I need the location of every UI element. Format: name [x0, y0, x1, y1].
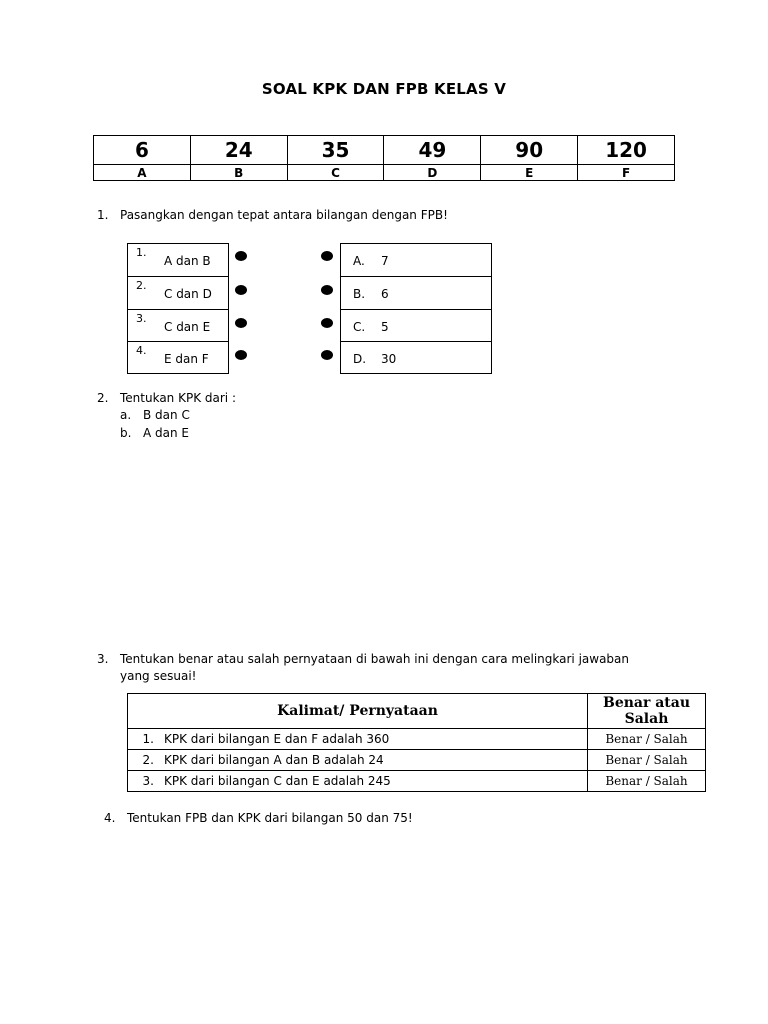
match-right-item — [341, 277, 491, 310]
question-4-number: 4. — [104, 811, 116, 825]
match-right-letter: A. — [353, 254, 365, 268]
question-4-text: Tentukan FPB dan KPK dari bilangan 50 dan 75! — [127, 811, 413, 825]
answer-choice[interactable]: Benar / Salah — [588, 729, 706, 750]
statement-text: KPK dari bilangan C dan E adalah 245 — [164, 774, 391, 788]
question-2-number: 2. — [97, 391, 109, 405]
answer-header — [588, 694, 706, 729]
letter-cell: B — [190, 165, 287, 181]
question-2-item-letter: b. — [120, 426, 132, 440]
statement-number: 2. — [142, 753, 154, 767]
match-right-value: 30 — [381, 352, 397, 366]
match-left-item — [128, 244, 228, 277]
question-1-number: 1. — [97, 208, 109, 222]
statement-number: 3. — [142, 774, 154, 788]
match-dot-right[interactable] — [321, 285, 333, 295]
match-left-label: E dan F — [164, 352, 209, 366]
match-left-box — [127, 243, 229, 374]
statement-cell — [128, 750, 588, 771]
match-left-item — [128, 342, 228, 373]
answer-header-line1: Benar atau — [602, 695, 691, 711]
match-left-number: 2. — [136, 279, 147, 292]
match-left-label: C dan D — [164, 287, 212, 301]
answer-choice[interactable]: Benar / Salah — [588, 771, 706, 792]
question-2-item-letter: a. — [120, 408, 132, 422]
match-left-item — [128, 277, 228, 310]
match-dot-right[interactable] — [321, 318, 333, 328]
number-cell: 24 — [190, 136, 287, 165]
match-dot-left[interactable] — [235, 350, 247, 360]
match-right-letter: B. — [353, 287, 366, 301]
match-left-label: A dan B — [164, 254, 211, 268]
question-2-text: Tentukan KPK dari : — [120, 391, 236, 405]
match-right-value: 6 — [381, 287, 389, 301]
number-table — [93, 135, 675, 181]
statement-cell — [128, 729, 588, 750]
question-2-item-text: A dan E — [143, 426, 189, 440]
match-right-value: 7 — [381, 254, 389, 268]
letter-cell: F — [578, 165, 675, 181]
answer-choice[interactable]: Benar / Salah — [588, 750, 706, 771]
letter-cell: A — [94, 165, 191, 181]
letter-cell: C — [287, 165, 384, 181]
match-left-number: 1. — [136, 246, 147, 259]
statement-header: Kalimat/ Pernyataan — [128, 694, 588, 729]
statement-cell — [128, 771, 588, 792]
letter-cell: D — [384, 165, 481, 181]
match-dot-right[interactable] — [321, 350, 333, 360]
match-left-number: 4. — [136, 344, 147, 357]
match-right-item — [341, 342, 491, 373]
number-cell: 90 — [481, 136, 578, 165]
match-left-label: C dan E — [164, 320, 211, 334]
table-row — [128, 750, 706, 771]
table-row — [128, 729, 706, 750]
number-cell: 49 — [384, 136, 481, 165]
statement-text: KPK dari bilangan A dan B adalah 24 — [164, 753, 384, 767]
question-2-item-text: B dan C — [143, 408, 190, 422]
match-left-number: 3. — [136, 312, 147, 325]
statement-text: KPK dari bilangan E dan F adalah 360 — [164, 732, 390, 746]
statement-table-header — [128, 694, 706, 729]
match-right-box — [340, 243, 492, 374]
statement-table — [127, 693, 706, 792]
question-3-text-line1: Tentukan benar atau salah pernyataan di bawah ini dengan cara melingkari jawaban — [120, 652, 629, 666]
table-row — [128, 771, 706, 792]
number-cell: 6 — [94, 136, 191, 165]
question-3-text-line2: yang sesuai! — [120, 669, 197, 683]
match-dot-left[interactable] — [235, 251, 247, 261]
letter-cell: E — [481, 165, 578, 181]
number-cell: 35 — [287, 136, 384, 165]
match-dot-left[interactable] — [235, 285, 247, 295]
number-row — [94, 136, 675, 165]
letter-row — [94, 165, 675, 181]
match-right-item — [341, 244, 491, 277]
match-right-letter: D. — [353, 352, 367, 366]
match-right-letter: C. — [353, 320, 366, 334]
answer-header-line2: Salah — [624, 711, 669, 727]
statement-number: 1. — [142, 732, 154, 746]
match-left-item — [128, 310, 228, 342]
question-1-text: Pasangkan dengan tepat antara bilangan dengan FPB! — [120, 208, 448, 222]
number-cell: 120 — [578, 136, 675, 165]
match-dot-left[interactable] — [235, 318, 247, 328]
page-title: SOAL KPK DAN FPB KELAS V — [261, 80, 507, 98]
match-dot-right[interactable] — [321, 251, 333, 261]
match-right-value: 5 — [381, 320, 389, 334]
match-right-item — [341, 310, 491, 342]
question-3-number: 3. — [97, 652, 109, 666]
